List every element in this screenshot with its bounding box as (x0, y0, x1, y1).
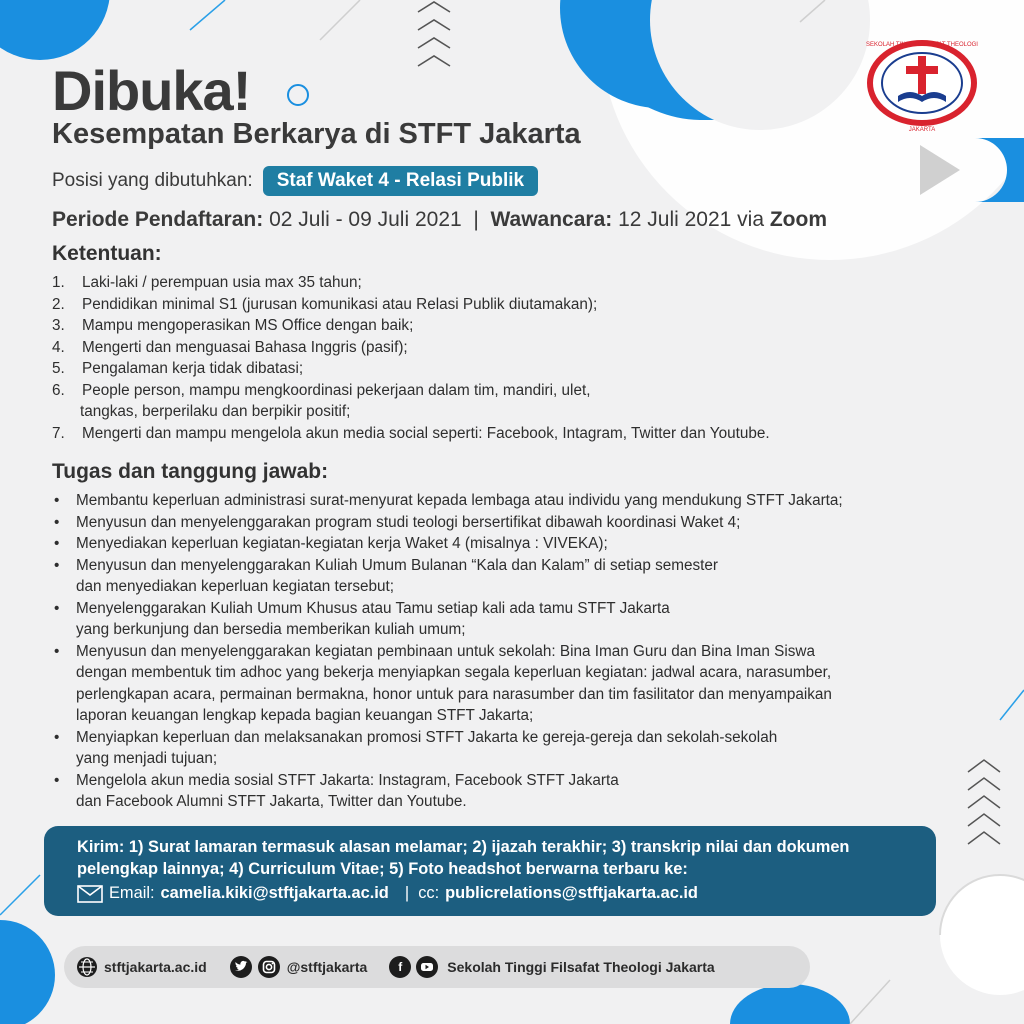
requirement-text: Laki-laki / perempuan usia max 35 tahun; (82, 274, 362, 291)
requirement-item (52, 380, 770, 423)
period-dates: 02 Juli - 09 Juli 2021 | (263, 208, 491, 231)
requirement-number: 3. (52, 317, 65, 334)
requirement-number: 4. (52, 338, 65, 356)
requirements-heading: Ketentuan: (52, 242, 162, 265)
org-item[interactable] (389, 955, 714, 979)
bullet-icon: • (54, 535, 60, 552)
bullet-icon: • (54, 771, 60, 789)
social-handle[interactable]: @stftjakarta (286, 959, 368, 975)
social-item[interactable] (229, 955, 368, 979)
cc-email-address[interactable]: publicrelations@stftjakarta.ac.id (445, 884, 698, 902)
position-label: Posisi yang dibutuhkan: (52, 170, 253, 191)
requirement-item (52, 272, 770, 294)
requirement-item (52, 337, 770, 359)
requirement-number: 6. (52, 381, 65, 399)
position-badge: Staf Waket 4 - Relasi Publik (263, 166, 538, 196)
duty-text: laporan keuangan lengkap kepada bagian keuangan STFT Jakarta; (76, 707, 534, 724)
duty-text: Menyiapkan keperluan dan melaksanakan promosi STFT Jakarta ke gereja-gereja dan sekolah-sekolah (76, 728, 778, 746)
duty-item (52, 555, 1012, 598)
duties-list (52, 490, 1012, 813)
requirement-text: Mampu mengoperasikan MS Office dengan baik; (82, 317, 414, 334)
position-row (52, 166, 538, 196)
requirement-text: Mengerti dan menguasai Bahasa Inggris (pasif); (82, 338, 408, 356)
period-line (52, 208, 827, 232)
email-address[interactable]: camelia.kiki@stftjakarta.ac.id (160, 884, 389, 902)
send-instructions-box (44, 826, 936, 916)
page-title: Dibuka! (52, 59, 251, 122)
globe-icon (76, 956, 98, 978)
requirement-number: 7. (52, 424, 65, 442)
white-circle-bottom-right (940, 875, 1024, 995)
page-subtitle: Kesempatan Berkarya di STFT Jakarta (52, 118, 581, 150)
requirement-text: Mengerti dan mampu mengelola akun media social seperti: Facebook, Intagram, Twitter dan Youtube. (82, 424, 770, 442)
instagram-icon (257, 955, 281, 979)
blue-circle-bottom-left (0, 920, 55, 1024)
duty-text: dengan membentuk tim adhoc yang bekerja menyiapkan segala keperluan kegiatan: jadwal acara, narasumber, (76, 664, 832, 681)
duty-text: Menyusun dan menyelenggarakan kegiatan pembinaan untuk sekolah: Bina Iman Guru dan Bina Iman Siswa (76, 642, 815, 660)
interview-date: 12 Juli 2021 via (612, 208, 770, 231)
blue-circle-top-left (0, 0, 110, 60)
requirement-text-continued: tangkas, berperilaku dan berpikir positif; (80, 403, 351, 420)
interview-via: Zoom (769, 208, 828, 231)
duty-item (52, 770, 1012, 813)
website-item[interactable] (76, 956, 207, 978)
bullet-icon: • (54, 556, 60, 574)
email-icon (77, 885, 103, 903)
ring-small (288, 85, 308, 105)
duty-text: dan Facebook Alumni STFT Jakarta, Twitter dan Youtube. (76, 793, 467, 810)
duty-item (52, 512, 1012, 534)
requirement-text: Pendidikan minimal S1 (jurusan komunikasi atau Relasi Publik diutamakan); (82, 295, 598, 313)
bullet-icon: • (54, 599, 60, 617)
cc-label: | cc: (404, 884, 440, 902)
duty-text: Menyusun dan menyelenggarakan program studi teologi bersertifikat dibawah koordinasi Waket 4; (76, 513, 741, 531)
requirement-number: 2. (52, 295, 65, 313)
requirements-list (52, 272, 770, 444)
youtube-icon (415, 955, 439, 979)
requirement-item (52, 358, 770, 380)
bullet-icon: • (54, 728, 60, 746)
duty-item (52, 598, 1012, 641)
bullet-icon: • (54, 642, 60, 660)
svg-text:JAKARTA: JAKARTA (908, 127, 936, 133)
requirement-number: 1. (52, 274, 65, 291)
bullet-icon: • (54, 513, 60, 531)
requirement-item (52, 294, 770, 316)
email-label: Email: (109, 884, 155, 902)
send-instructions-text: Kirim: 1) Surat lamaran termasuk alasan melamar; 2) ijazah terakhir; 3) transkrip nilai dan dokumen pelengkap lainnya; 4) Curriculum Vitae; 5) Foto headshot berwarna terbaru ke: (77, 838, 850, 878)
duty-text: yang menjadi tujuan; (76, 750, 218, 767)
duty-text: Membantu keperluan administrasi surat-menyurat kepada lembaga atau individu yang mendukung STFT Jakarta; (76, 492, 843, 509)
requirement-text: People person, mampu mengkoordinasi pekerjaan dalam tim, mandiri, ulet, (82, 381, 591, 399)
period-label: Periode Pendaftaran: (52, 208, 264, 231)
duties-heading: Tugas dan tanggung jawab: (52, 460, 329, 483)
requirement-item (52, 423, 770, 445)
requirement-item (52, 315, 770, 337)
bullet-icon: • (54, 492, 60, 509)
requirement-text: Pengalaman kerja tidak dibatasi; (82, 360, 304, 377)
requirement-number: 5. (52, 360, 65, 377)
blue-arc-bottom (730, 984, 850, 1024)
duty-text: Menyelenggarakan Kuliah Umum Khusus atau Tamu setiap kali ada tamu STFT Jakarta (76, 599, 670, 617)
duty-text: dan menyediakan keperluan kegiatan tersebut; (76, 578, 395, 595)
website-link[interactable]: stftjakarta.ac.id (104, 959, 207, 975)
duty-item (52, 641, 1012, 727)
facebook-icon: f (389, 956, 411, 978)
email-row (77, 884, 698, 903)
org-name: Sekolah Tinggi Filsafat Theologi Jakarta (447, 959, 715, 975)
duty-text: perlengkapan acara, permainan bermakna, honor untuk para narasumber dan tim fasilitator dan menyampaikan (76, 685, 832, 703)
footer-bar (64, 946, 810, 988)
duty-text: Mengelola akun media sosial STFT Jakarta: Instagram, Facebook STFT Jakarta (76, 771, 619, 789)
duty-text: Menyusun dan menyelenggarakan Kuliah Umum Bulanan “Kala dan Kalam” di setiap semester (76, 556, 718, 574)
svg-text:SEKOLAH TINGGI FILSAFAT THEOLO: SEKOLAH TINGGI FILSAFAT THEOLOGI (866, 42, 978, 48)
duty-text: yang berkunjung dan bersedia memberikan kuliah umum; (76, 621, 466, 638)
twitter-icon (229, 955, 253, 979)
duty-item (52, 533, 1012, 555)
interview-label: Wawancara: (490, 208, 613, 231)
duty-text: Menyediakan keperluan kegiatan-kegiatan kerja Waket 4 (misalnya : VIVEKA); (76, 535, 608, 552)
duty-item (52, 727, 1012, 770)
duty-item (52, 490, 1012, 512)
stft-logo (862, 38, 982, 138)
